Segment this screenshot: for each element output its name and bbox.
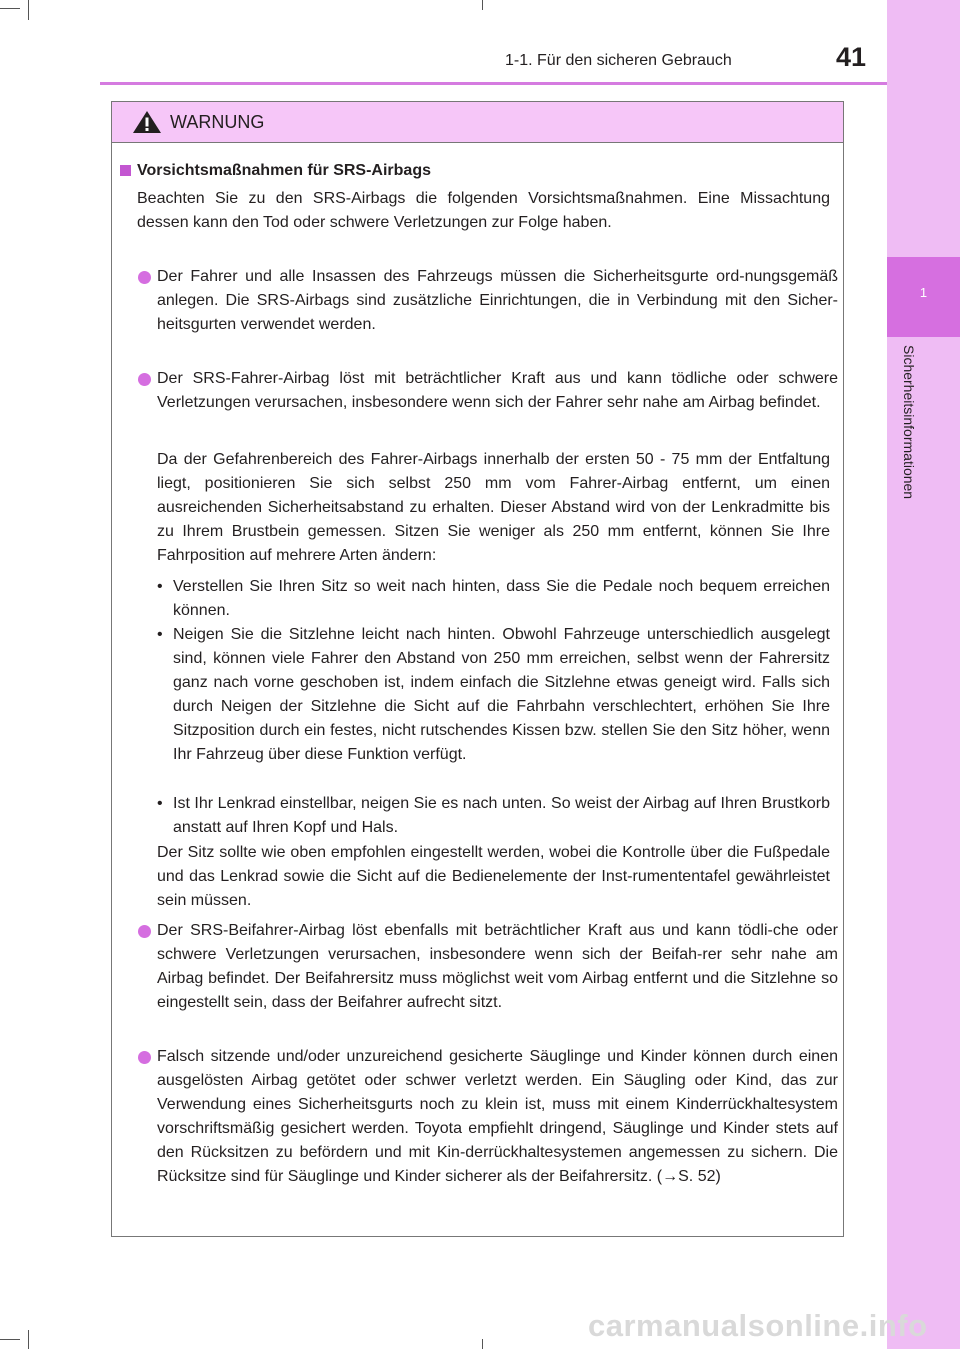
section-heading: Vorsichtsmaßnahmen für SRS-Airbags (137, 162, 431, 179)
crop-mark (482, 0, 483, 10)
sub-bullet: Neigen Sie die Sitzlehne leicht nach hinten. Obwohl Fahrzeuge unterschiedlich ausgelegt sind, können viele Fahrer den Abstand von 250 mm erreichen, selbst wenn der Fahrersitz ganz nach vorne geschoben ist, indem einfach die Sitzlehne etwas geneigt wird. Falls sich durch Neigen der Sitzlehne die Sicht auf die Fahrbahn verschlechtert, erhöhen Sie Ihre Sitzposition durch ein festes, nicht rutschendes Kissen bzw. stellen Sie den Sitz höher, wenn Ihr Fahrzeug über diese Funktion verfügt. (173, 626, 830, 763)
sub-bullet-mark: • (157, 795, 163, 812)
crop-mark (0, 8, 20, 9)
warning-title: WARNUNG (170, 112, 265, 132)
driver-note: Der Sitz sollte wie oben empfohlen eingestellt werden, wobei die Kontrolle über die Fußpedale und das Lenkrad sowie die Sicht auf die Bedienelemente der Inst-rumententafel gewährleistet sein müssen. (157, 844, 830, 909)
crop-mark (0, 1339, 20, 1340)
bullet-dot-icon (138, 1051, 151, 1064)
sub-bullet: Ist Ihr Lenkrad einstellbar, neigen Sie es nach unten. So weist der Airbag auf Ihren Brustkorb anstatt auf Ihren Kopf und Hals. (173, 795, 830, 836)
sub-bullet-mark: • (157, 626, 163, 643)
driver-detail: Da der Gefahrenbereich des Fahrer-Airbags innerhalb der ersten 50 - 75 mm der Entfaltung liegt, positionieren Sie sich selbst 250 mm vom Fahrer-Airbag entfernt, um einen ausreichenden Sicherheitsabstand zu erhalten. Dieser Abstand wird von der Lenkradmitte bis zu Ihrem Brustbein gemessen. Sitzen Sie weniger als 250 mm entfernt, können Sie Ihre Fahrposition auf mehrere Arten ändern: (157, 451, 830, 564)
warning-box (111, 101, 844, 1237)
bullet-dot-icon (138, 373, 151, 386)
sub-bullet-mark: • (157, 578, 163, 595)
bullet-dot-icon (138, 925, 151, 938)
list-item: Der Fahrer und alle Insassen des Fahrzeugs müssen die Sicherheitsgurte ord-nungsgemäß anlegen. Die SRS-Airbags sind zusätzliche Einrichtungen, die in Verbindung mit den Sicher-heitsgurten verwendet werden. (157, 268, 838, 333)
intro-text: Beachten Sie zu den SRS-Airbags die folgenden Vorsichtsmaßnahmen. Eine Missachtung dessen kann den Tod oder schwere Verletzungen zur Folge haben. (137, 190, 830, 231)
sub-bullet: Verstellen Sie Ihren Sitz so weit nach hinten, dass Sie die Pedale noch bequem erreichen können. (173, 578, 830, 619)
header-rule (100, 82, 887, 85)
watermark: carmanualsonline.info (588, 1308, 928, 1343)
list-item: Der SRS-Beifahrer-Airbag löst ebenfalls mit beträchtlicher Kraft aus und kann tödli-che oder schwere Verletzungen verursachen, insbesondere wenn sich der Beifah-rer sehr nahe am Airbag befindet. Der Beifahrersitz muss möglichst weit vom Airbag entfernt und die Sitzlehne so eingestellt sein, dass der Beifahrer aufrecht sitzt. (157, 922, 838, 1011)
list-item: Der SRS-Fahrer-Airbag löst mit beträchtlicher Kraft aus und kann tödliche oder schwere Verletzungen verursachen, insbesondere wenn sich der Fahrer sehr nahe am Airbag befindet. (157, 370, 838, 411)
crop-mark (28, 0, 29, 20)
crop-mark (28, 1330, 29, 1349)
warning-triangle-icon (132, 110, 162, 134)
chapter-label: Sicherheitsinformationen (901, 345, 917, 500)
heading-square-icon (120, 165, 131, 176)
section-title: 1-1. Für den sicheren Gebrauch (505, 52, 732, 69)
chapter-side-tab (887, 0, 960, 1349)
chapter-number: 1 (919, 285, 928, 300)
crop-mark (482, 1339, 483, 1349)
bullet-dot-icon (138, 271, 151, 284)
page-number: 41 (836, 42, 867, 72)
list-item: Falsch sitzende und/oder unzureichend gesicherte Säuglinge und Kinder können durch einen ausgelösten Airbag getötet oder schwer verletzt werden. Ein Säugling oder Kind, das zur Verwendung eines Sicherheitsgurts noch zu klein ist, muss mit einem Kinderrückhaltesystem vorschriftsmäßig gesichert werden. Toyota empfiehlt dringend, Säuglinge und Kinder stets auf den Rücksitzen zu befördern und mit Kin-derrückhaltesystemen angemessen zu sichern. Die Rücksitze sind für Säuglinge und Kinder sicherer als der Beifahrersitz. (→S. 52) (157, 1048, 838, 1185)
warning-header (112, 102, 843, 143)
